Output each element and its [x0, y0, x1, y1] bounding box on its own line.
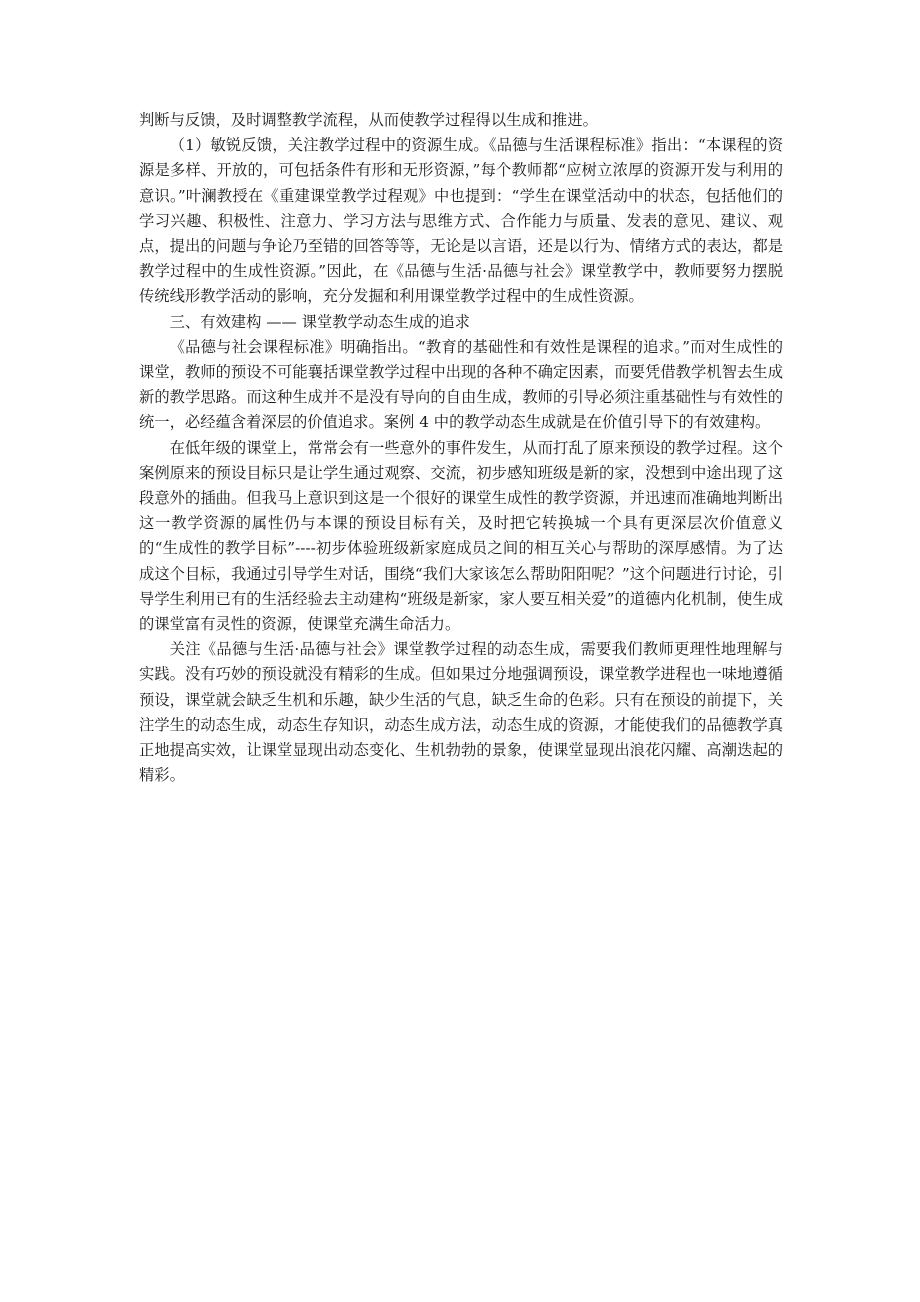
- paragraph-continuation: 判断与反馈，及时调整教学流程，从而使教学过程得以生成和推进。: [139, 111, 598, 129]
- paragraph-curriculum-standard: 《品德与社会课程标准》明确指出。“教育的基础性和有效性是课程的追求。”而对生成性的课堂，教师的预设不可能襄括课堂教学过程中出现的各种不确定因素，而要凭借教学机智去生成新的教学思路。而这种生成并不是没有导向的自由生成，教师的引导必须注重基础性与有效性的统一，必经蕴含着深层的价值追求。案例 4 中的教学动态生成就是在价值引导下的有效建构。: [139, 337, 783, 432]
- paragraph-resource-generation: （1）敏锐反馈，关注教学过程中的资源生成。《品德与生活课程标准》指出：“本课程的资源是多样、开放的，可包括条件有形和无形资源，”每个教师都“应树立浓厚的资源开发与利用的意识。”叶澜教授在《重建课堂教学过程观》中也提到：“学生在课堂活动中的状态，包括他们的学习兴趣、积极性、注意力、学习方法与思维方式、合作能力与质量、发表的意见、建议、观点，提出的问题与争论乃至错的回答等等，无论是以言语，还是以行为、情绪方式的表达，都是教学过程中的生成性资源。”因此，在《品德与生活·品德与社会》课堂教学中，教师要努力摆脱传统线形教学活动的影响，充分发掘和利用课堂教学过程中的生成性资源。: [139, 136, 783, 306]
- paragraph-conclusion: 关注《品德与生活·品德与社会》课堂教学过程的动态生成，需要我们教师更理性地理解与实践。没有巧妙的预设就没有精彩的生成。但如果过分地强调预设，课堂教学进程也一味地遵循预设，课堂就会缺乏生机和乐趣，缺少生活的气息，缺乏生命的色彩。只有在预设的前提下，关注学生的动态生成，动态生存知识，动态生成方法，动态生成的资源，才能使我们的品德教学真正地提高实效，让课堂显现出动态变化、生机勃勃的景象，使课堂显现出浪花闪耀、高潮迭起的精彩。: [139, 640, 783, 785]
- paragraph-case-study: 在低年级的课堂上，常常会有一些意外的事件发生，从而打乱了原来预设的教学过程。这个案例原来的预设目标只是让学生通过观察、交流，初步感知班级是新的家，没想到中途出现了这段意外的插曲。但我马上意识到这是一个很好的课堂生成性的教学资源，并迅速而准确地判断出这一教学资源的属性仍与本课的预设目标有关，及时把它转换城一个具有更深层次价值意义的“生成性的教学目标”----初步体验班级新家庭成员之间的相互关心与帮助的深厚感情。为了达成这个目标，我通过引导学生对话，围绕“我们大家该怎么帮助阳阳呢？”这个问题进行讨论，引导学生利用已有的生活经验去主动建构“班级是新家，家人要互相关爱”的道德内化机制，使生成的课堂富有灵性的资源，使课堂充满生命活力。: [139, 438, 783, 634]
- document-body: [139, 108, 783, 788]
- section-heading: 三、有效建构 —— 课堂教学动态生成的追求: [169, 312, 470, 331]
